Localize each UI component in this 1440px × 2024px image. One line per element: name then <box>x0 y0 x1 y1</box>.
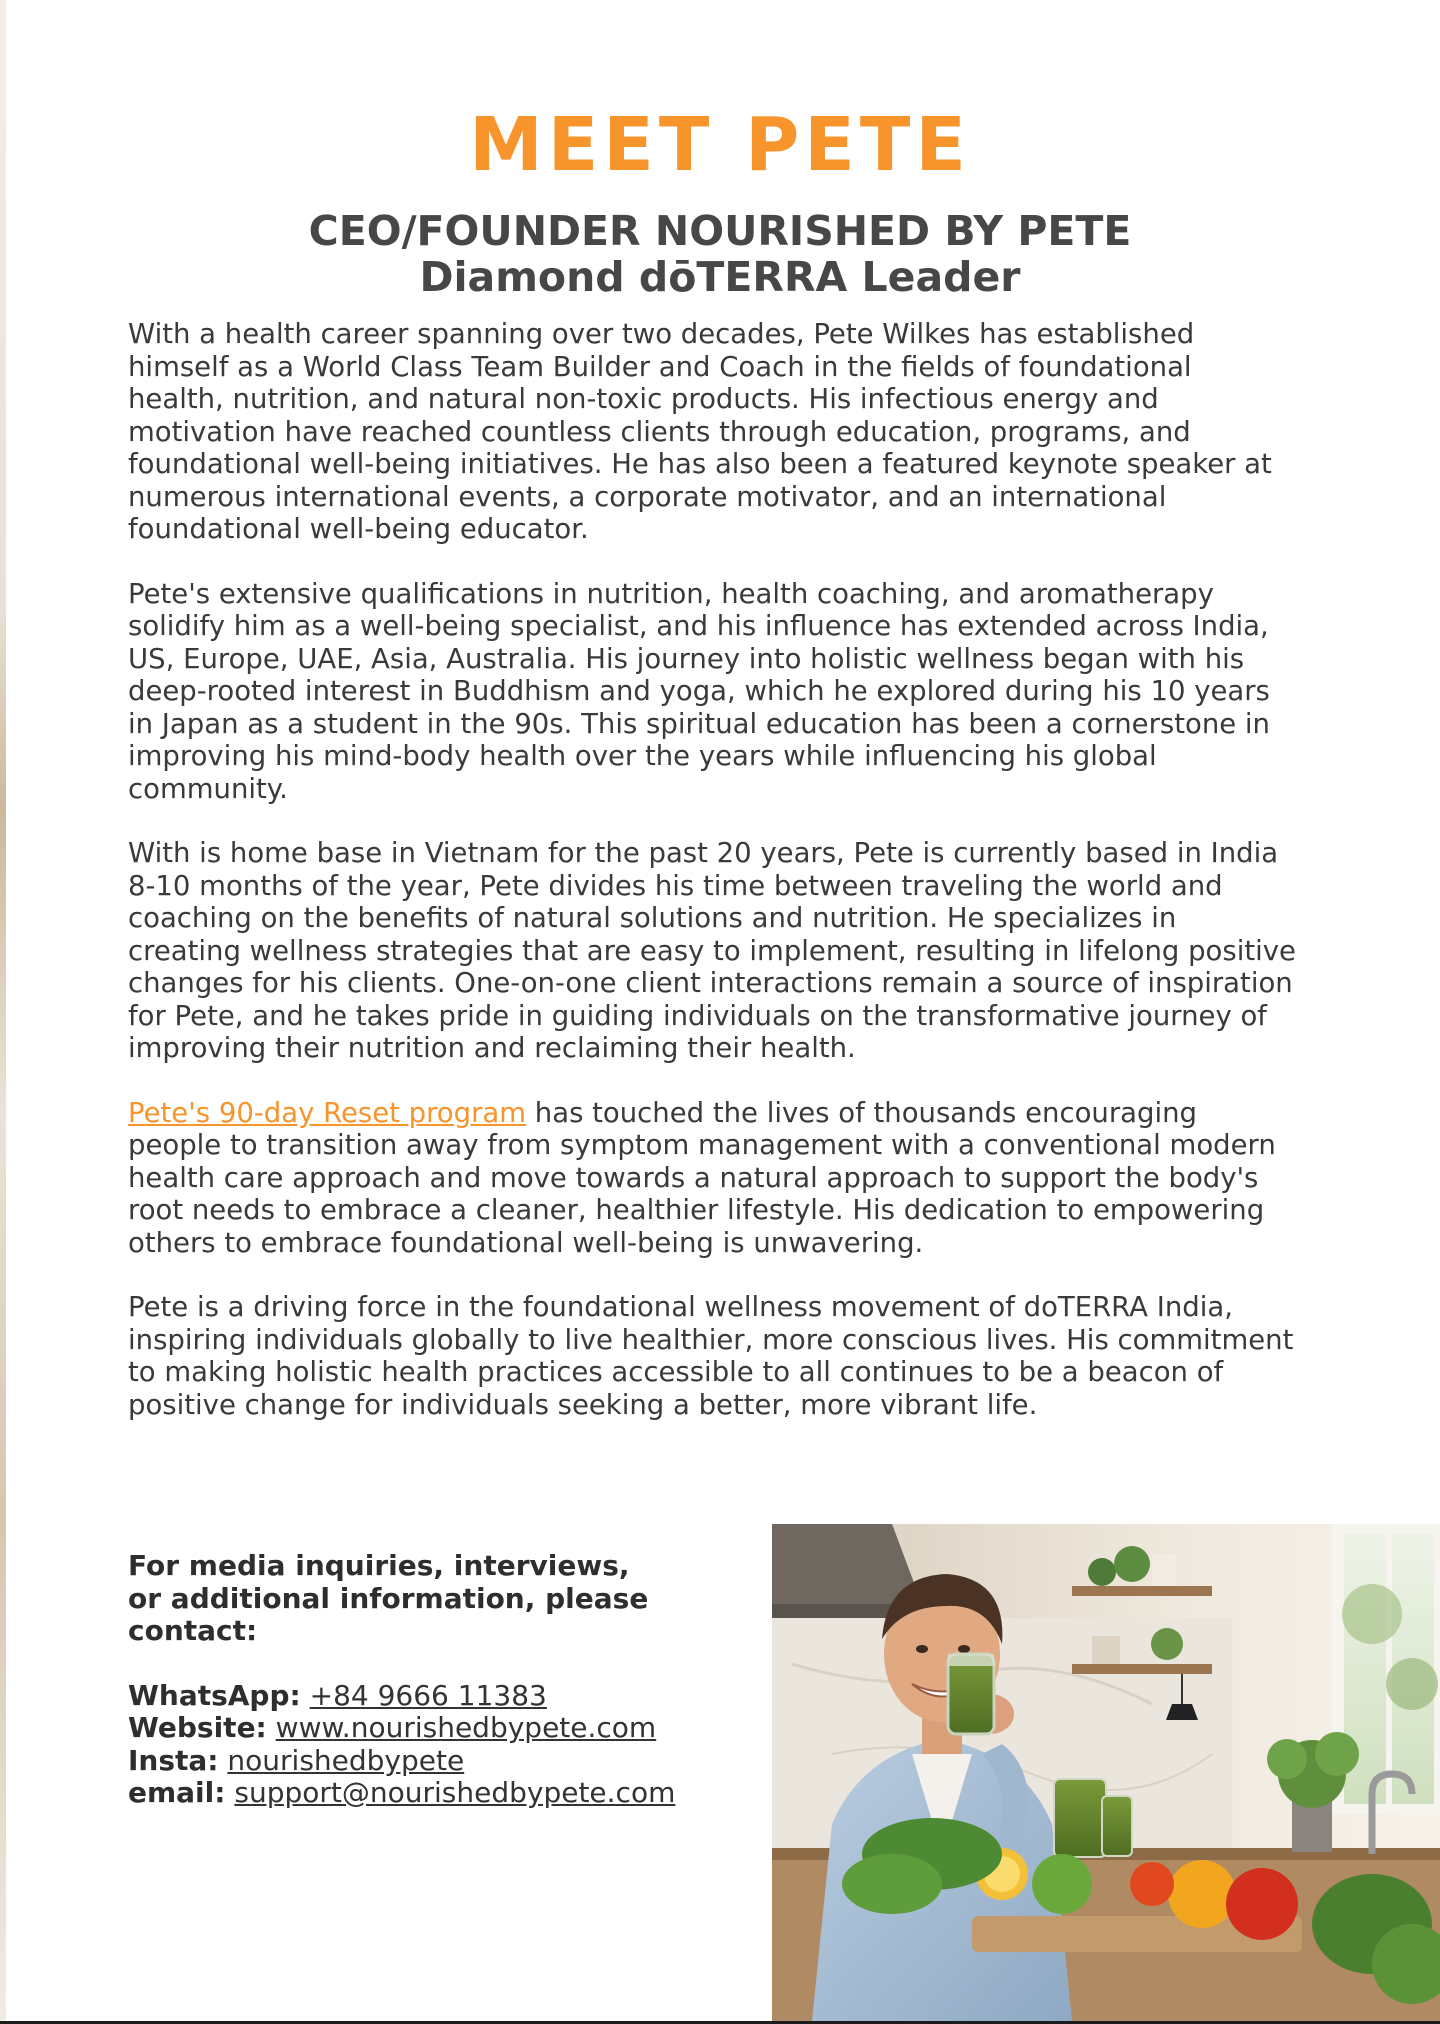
contact-intro-line-2: or additional information, please contact: <box>128 1581 649 1647</box>
page-edge-decoration <box>0 0 6 2024</box>
shelf-top <box>1072 1586 1212 1596</box>
biography <box>128 318 1296 1453</box>
contact-intro <box>128 1550 748 1648</box>
bio-paragraph-5: Pete is a driving force in the foundational wellness movement of doTERRA India, inspiring individuals globally to live healthier, more conscious lives. His commitment to making holistic health practices accessible to all continues to be a beacon of positive change for individuals seeking a better, more vibrant life. <box>128 1291 1294 1421</box>
photo-illustration <box>772 1524 1440 2021</box>
contact-email <box>128 1777 748 1810</box>
page-subtitle <box>0 208 1440 300</box>
tomato <box>1226 1868 1298 1940</box>
page-title: MEET PETE <box>469 102 971 188</box>
email-link[interactable]: support@nourishedbypete.com <box>234 1776 676 1809</box>
subtitle-line-1: CEO/FOUNDER NOURISHED BY PETE <box>308 207 1132 255</box>
website-link[interactable]: www.nourishedbypete.com <box>275 1711 657 1744</box>
bio-paragraph-4 <box>128 1097 1296 1260</box>
insta-link[interactable]: nourishedbypete <box>227 1743 465 1777</box>
whatsapp-link[interactable]: +84 9666 11383 <box>309 1678 547 1712</box>
contact-website <box>128 1712 748 1745</box>
website-label: Website: <box>128 1711 267 1744</box>
insta-label: Insta: <box>128 1743 219 1777</box>
email-label: email: <box>128 1776 226 1809</box>
whatsapp-label: WhatsApp: <box>128 1678 301 1712</box>
contact-intro-line-1: For media inquiries, interviews, <box>128 1549 630 1582</box>
orange <box>1168 1860 1236 1928</box>
contact-whatsapp <box>128 1680 748 1713</box>
bio-paragraph-4-text: has touched the lives of thousands encouraging people to transition away from symptom management with a conventional modern health care approach and move towards a natural approach to support the body's root needs to embrace a cleaner, healthier lifestyle. His dedication to empowering others to embrace foundational well-being is unwavering. <box>128 1096 1276 1259</box>
pete-kitchen-photo <box>772 1524 1440 2021</box>
subtitle-line-2: Diamond dōTERRA Leader <box>419 253 1021 301</box>
lime <box>1032 1854 1092 1914</box>
bio-paragraph-2: Pete's extensive qualifications in nutrition, health coaching, and aromatherapy solidify him as a well-being specialist, and his influence has extended across India, US, Europe, UAE, Asia, Australia. His journey into holistic wellness began with his deep-rooted interest in Buddhism and yoga, which he explored during his 10 years in Japan as a student in the 90s. This spiritual education has been a cornerstone in improving his mind-body health over the years while influencing his global community. <box>128 577 1270 805</box>
header <box>0 100 1440 300</box>
reset-program-link[interactable]: Pete's 90-day Reset program <box>128 1096 527 1129</box>
bio-paragraph-3: With is home base in Vietnam for the past 20 years, Pete is currently based in India 8-10 months of the year, Pete divides his time between traveling the world and coaching on the benefits of natural solutions and nutrition. He specializes in creating wellness strategies that are easy to implement, resulting in lifelong positive changes for his clients. One-on-one client interactions remain a source of inspiration for Pete, and he takes pride in guiding individuals on the transformative journey of improving their nutrition and reclaiming their health. <box>128 837 1296 1064</box>
bio-paragraph-1: With a health career spanning over two decades, Pete Wilkes has established himself as a World Class Team Builder and Coach in the fields of foundational health, nutrition, and natural non-toxic products. His infectious energy and motivation have reached countless clients through education, programs, and foundational well-being initiatives. He has also been a featured keynote speaker at numerous international events, a corporate motivator, and an international foundational well-being educator. <box>128 318 1272 545</box>
contact-section <box>128 1550 748 1810</box>
contact-insta <box>128 1745 748 1778</box>
shelf-middle <box>1072 1664 1212 1674</box>
